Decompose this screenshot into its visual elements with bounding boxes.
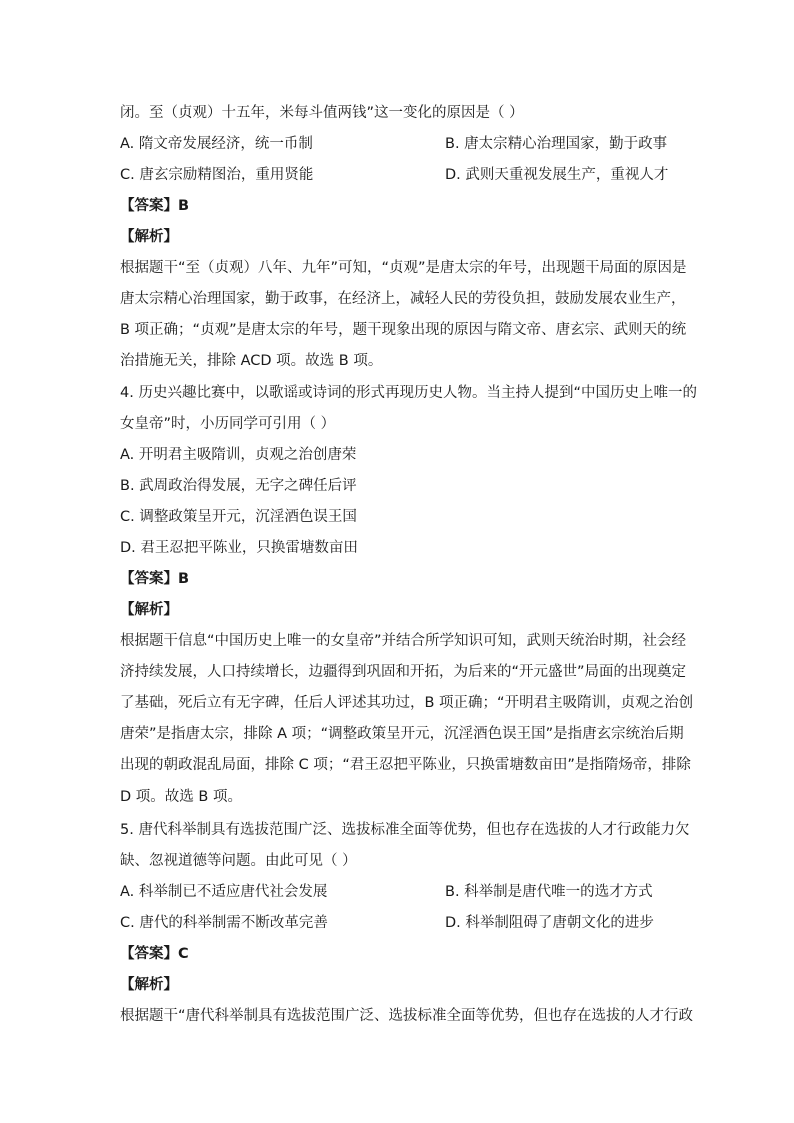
q4-answer: 【答案】B (120, 571, 190, 587)
q5-option-c: C. 唐代的科举制需不断改革完善 (120, 915, 328, 931)
q3-analysis-line: 唐太宗精心治理国家，勤于政事，在经济上，减轻人民的劳役负担，鼓励发展农业生产， (120, 291, 686, 307)
q3-analysis-label: 【解析】 (120, 229, 178, 245)
q4-option-b: B. 武周政治得发展，无字之碑任后评 (120, 478, 357, 494)
q5-option-a: A. 科举制已不适应唐代社会发展 (120, 884, 328, 900)
q3-option-c: C. 唐玄宗励精图治，重用贤能 (120, 167, 314, 183)
q5-option-b: B. 科举制是唐代唯一的选才方式 (445, 884, 653, 900)
q3-option-b: B. 唐太宗精心治理国家，勤于政事 (445, 136, 668, 152)
q5-stem-line: 缺、忽视道德等问题。由此可见（ ） (120, 853, 357, 869)
q4-stem-line: 女皇帝”时，小历同学可引用（ ） (120, 416, 336, 432)
q3-stem-tail: 闭。至（贞观）十五年，米每斗值两钱”这一变化的原因是（ ） (120, 105, 524, 121)
q4-analysis-line: 根据题干信息“中国历史上唯一的女皇帝”并结合所学知识可知，武则天统治时期，社会经 (120, 633, 687, 649)
q4-analysis-line: D 项。故选 B 项。 (120, 789, 242, 805)
q3-analysis-line: B 项正确；“贞观”是唐太宗的年号，题干现象出现的原因与隋文帝、唐玄宗、武则天的统 (120, 322, 687, 338)
q3-analysis-line: 治措施无关，排除 ACD 项。故选 B 项。 (120, 353, 383, 369)
q4-option-c: C. 调整政策呈开元，沉淫酒色误王国 (120, 509, 357, 525)
q4-analysis-line: 济持续发展，人口持续增长，边疆得到巩固和开拓，为后来的“开元盛世”局面的出现奠定 (120, 664, 687, 680)
q3-option-d: D. 武则天重视发展生产，重视人才 (445, 167, 669, 183)
q3-analysis-line: 根据题干“至（贞观）八年、九年”可知，“贞观”是唐太宗的年号，出现题干局面的原因是 (120, 260, 687, 276)
q5-option-d: D. 科举制阻碍了唐朝文化的进步 (445, 915, 654, 931)
q4-analysis-label: 【解析】 (120, 602, 178, 618)
q3-answer: 【答案】B (120, 198, 190, 214)
q4-option-d: D. 君王忍把平陈业，只换雷塘数亩田 (120, 540, 358, 556)
q5-analysis-label: 【解析】 (120, 977, 178, 993)
q5-answer: 【答案】C (120, 946, 189, 962)
q3-option-a: A. 隋文帝发展经济，统一币制 (120, 136, 313, 152)
q4-analysis-line: 唐荣”是指唐太宗，排除 A 项；“调整政策呈开元，沉淫酒色误王国”是指唐玄宗统治后期 (120, 726, 684, 742)
q4-analysis-line: 出现的朝政混乱局面，排除 C 项；“君王忍把平陈业，只换雷塘数亩田”是指隋炀帝，排除 (120, 757, 691, 773)
q5-analysis-line: 根据题干“唐代科举制具有选拔范围广泛、选拔标准全面等优势，但也存在选拔的人才行政 (120, 1008, 694, 1024)
q5-stem-line: 5. 唐代科举制具有选拔范围广泛、选拔标准全面等优势，但也存在选拔的人才行政能力欠 (120, 822, 690, 838)
q4-stem-line: 4. 历史兴趣比赛中，以歌谣或诗词的形式再现历史人物。当主持人提到“中国历史上唯一的 (120, 385, 697, 401)
q4-analysis-line: 了基础，死后立有无字碑，任后人评述其功过，B 项正确；“开明君主吸隋训，贞观之治创 (120, 695, 694, 711)
q4-option-a: A. 开明君主吸隋训，贞观之治创唐荣 (120, 447, 357, 463)
